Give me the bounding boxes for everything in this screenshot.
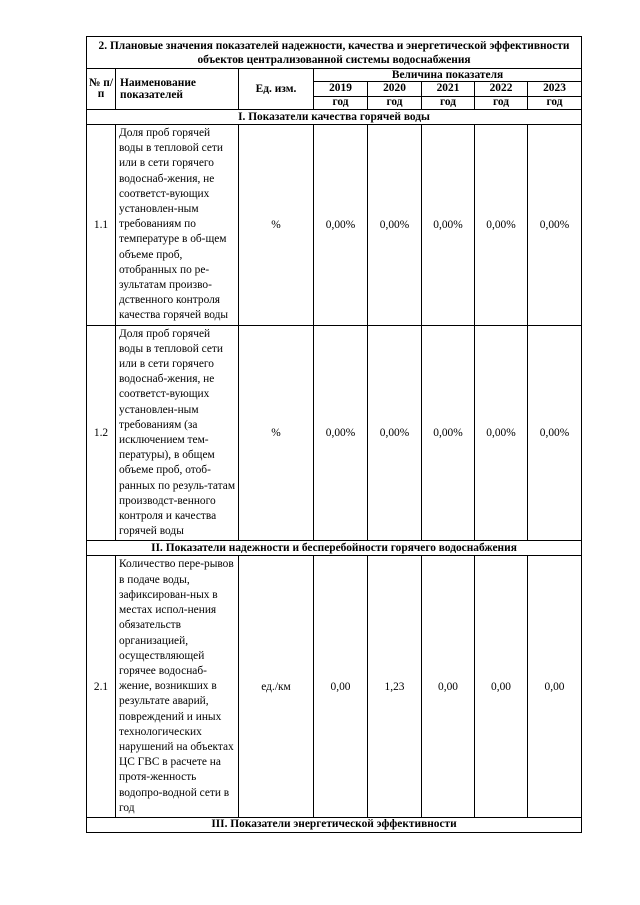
section-title-2: II. Показатели надежности и бесперебойности горячего водоснабжения (87, 541, 582, 556)
row-unit: ед./км (239, 556, 314, 817)
row-value-2023: 0,00 (528, 556, 582, 817)
row-value-2022: 0,00% (475, 325, 528, 541)
row-number: 1.2 (87, 325, 116, 541)
indicators-table (86, 36, 582, 833)
row-value-2022: 0,00% (475, 125, 528, 326)
header-year-2019: 2019 (314, 82, 368, 96)
header-year-suffix: год (528, 96, 582, 109)
row-value-2019: 0,00% (314, 125, 368, 326)
header-year-2022: 2022 (475, 82, 528, 96)
header-year-suffix: год (422, 96, 475, 109)
row-value-2021: 0,00% (422, 325, 475, 541)
row-number: 2.1 (87, 556, 116, 817)
section-title-3: III. Показатели энергетической эффективности (87, 817, 582, 832)
section-row (87, 817, 582, 832)
row-number: 1.1 (87, 125, 116, 326)
section-row (87, 541, 582, 556)
header-year-suffix: год (314, 96, 368, 109)
header-year-suffix: год (368, 96, 422, 109)
row-name: Количество пере-рывов в подаче воды, зафиксирован-ных в местах испол-нения обязательств организацией, осуществляющей горячее водоснаб-жение, возникших в результате аварий, повреждений и иных технологических нарушений на объектах ЦС ГВС в расчете на протя-женность водопро-водной сети в год (116, 556, 239, 817)
row-value-2021: 0,00% (422, 125, 475, 326)
header-year-suffix: год (475, 96, 528, 109)
row-unit: % (239, 125, 314, 326)
table-row (87, 325, 582, 541)
row-name: Доля проб горячей воды в тепловой сети или в сети горячего водоснаб-жения, не соответст-вующих установлен-ным требованиям по температуре в об-щем объеме проб, отобранных по ре-зультатам произво-дственного контроля качества горячей воды (116, 125, 239, 326)
table-row (87, 125, 582, 326)
row-value-2023: 0,00% (528, 325, 582, 541)
header-name: Наименование показателей (116, 69, 239, 110)
header-year-2021: 2021 (422, 82, 475, 96)
header-year-2023: 2023 (528, 82, 582, 96)
row-value-2021: 0,00 (422, 556, 475, 817)
row-value-2023: 0,00% (528, 125, 582, 326)
table-title: 2. Плановые значения показателей надежности, качества и энергетической эффективности объектов централизованной системы водоснабжения (87, 37, 582, 69)
title-row (87, 37, 582, 69)
row-value-2019: 0,00 (314, 556, 368, 817)
row-value-2019: 0,00% (314, 325, 368, 541)
row-value-2022: 0,00 (475, 556, 528, 817)
header-row-1 (87, 69, 582, 82)
section-title-1: I. Показатели качества горячей воды (87, 110, 582, 125)
table-row (87, 556, 582, 817)
row-value-2020: 0,00% (368, 125, 422, 326)
row-name: Доля проб горячей воды в тепловой сети или в сети горячего водоснаб-жения, не соответст-вующих установлен-ным требованиям (за исключением тем-пературы), в общем объеме проб, отоб-ранных по резуль-татам производст-венного контроля и качества горячей воды (116, 325, 239, 541)
header-value-group: Величина показателя (314, 69, 582, 82)
row-value-2020: 0,00% (368, 325, 422, 541)
row-unit: % (239, 325, 314, 541)
section-row (87, 110, 582, 125)
header-unit: Ед. изм. (239, 69, 314, 110)
header-year-2020: 2020 (368, 82, 422, 96)
header-num: № п/п (87, 69, 116, 110)
row-value-2020: 1,23 (368, 556, 422, 817)
